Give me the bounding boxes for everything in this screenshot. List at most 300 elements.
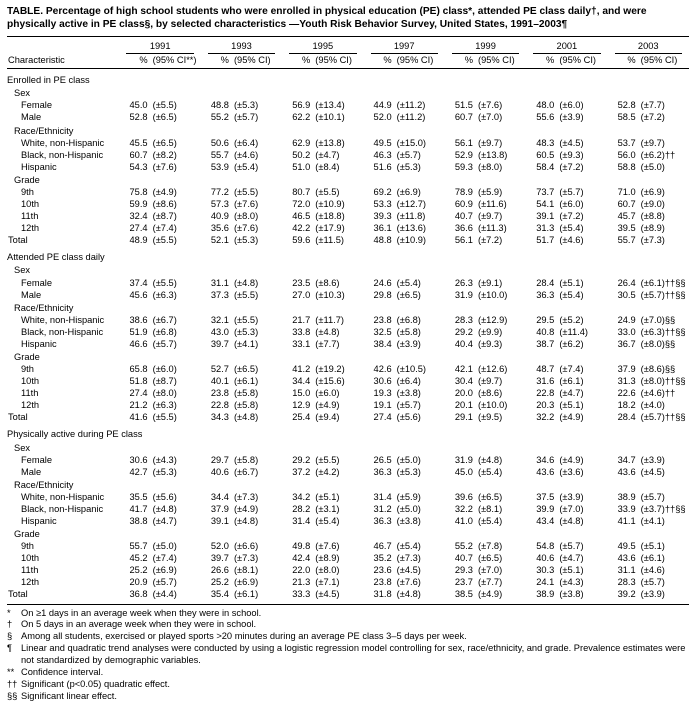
percent-value: 39.5 (617, 223, 636, 234)
row-label: Sex (14, 265, 31, 276)
percent-value: 57.3 (210, 199, 229, 210)
year-label: 1995 (289, 40, 356, 54)
row-label: Total (7, 588, 119, 604)
percent-value: 25.2 (129, 565, 148, 576)
percent-value: 36.7 (617, 338, 636, 349)
percent-value: 22.0 (292, 565, 311, 576)
percent-value: 31.2 (373, 503, 392, 514)
row-label: Attended PE class daily (7, 252, 105, 263)
percent-value: 46.7 (373, 541, 392, 552)
percent-value: 55.7 (129, 541, 148, 552)
ci-value: (±3.9) (559, 491, 584, 502)
percent-value: 37.5 (536, 491, 555, 502)
table-header (7, 37, 689, 69)
percent-value: 38.9 (617, 491, 636, 502)
percent-value: 30.6 (373, 376, 392, 387)
row-label: 10th (21, 553, 40, 564)
row-label: Grade (14, 529, 40, 540)
row-label: 12th (21, 223, 40, 234)
ci-value: (±5.9) (396, 491, 421, 502)
ci-value: (±10.9) (315, 199, 345, 210)
percent-value: 41.0 (454, 515, 473, 526)
percent-header: % (608, 54, 639, 69)
ci-value: (±5.4) (559, 223, 584, 234)
ci-value: (±5.0) (640, 161, 665, 172)
percent-value: 38.8 (129, 515, 148, 526)
row-label: 9th (21, 364, 34, 375)
ci-value: (±5.7) (559, 541, 584, 552)
percent-value: 45.6 (129, 289, 148, 300)
ci-value: (±5.8) (233, 388, 259, 399)
ci-value: (±8.0)††§§ (640, 376, 686, 387)
footnote-text: Significant (p<0.05) quadratic effect. (21, 678, 170, 689)
ci-value: (±9.0) (640, 199, 665, 210)
ci-value: (±8.8) (640, 211, 665, 222)
percent-value: 49.5 (617, 541, 636, 552)
year-label: 1993 (208, 40, 275, 54)
ci-value: (±5.1) (315, 491, 340, 502)
ci-value: (±17.9) (315, 223, 345, 234)
percent-value: 33.9 (617, 503, 636, 514)
percent-value: 23.8 (210, 388, 229, 399)
footnote (7, 667, 689, 679)
ci-value: (±7.0)§§ (640, 314, 676, 325)
data-row (7, 161, 689, 173)
percent-value: 31.9 (454, 454, 473, 465)
percent-value: 39.6 (454, 491, 473, 502)
ci-value: (±6.9) (152, 565, 177, 576)
ci-value: (±4.8) (315, 326, 340, 337)
ci-value: (±10.3) (315, 289, 345, 300)
percent-value: 23.8 (373, 577, 392, 588)
percent-value: 54.1 (536, 199, 555, 210)
row-label: Female (21, 100, 53, 111)
percent-value: 78.9 (454, 186, 473, 197)
ci-value: (±7.2) (640, 112, 665, 123)
footnote-symbol: §§ (7, 690, 18, 701)
percent-value: 43.6 (536, 466, 555, 477)
ci-value: (±4.9) (559, 412, 584, 423)
percent-value: 31.6 (536, 376, 555, 387)
percent-value: 37.9 (617, 364, 636, 375)
percent-value: 26.4 (617, 277, 636, 288)
row-label: White, non-Hispanic (21, 314, 105, 325)
percent-value: 40.8 (536, 326, 555, 337)
ci-value: (±5.7)††§§ (640, 289, 686, 300)
percent-value: 59.3 (454, 161, 473, 172)
footnotes (7, 608, 689, 703)
percent-value: 41.1 (617, 515, 636, 526)
ci-value: (±18.8) (315, 211, 345, 222)
percent-value: 59.6 (292, 235, 311, 246)
ci-value: (±4.4) (151, 588, 201, 604)
group-row (7, 350, 689, 363)
percent-value: 51.5 (454, 100, 473, 111)
percent-value: 31.1 (617, 565, 636, 576)
data-row (7, 387, 689, 399)
group-row (7, 527, 689, 540)
percent-value: 36.1 (373, 223, 392, 234)
percent-value: 34.6 (536, 454, 555, 465)
ci-value: (±5.4) (559, 289, 584, 300)
percent-value: 29.2 (454, 326, 473, 337)
row-label: Enrolled in PE class (7, 75, 90, 86)
ci-value: (±5.1) (559, 277, 584, 288)
percent-value: 30.4 (454, 376, 473, 387)
percent-value: 40.9 (210, 211, 229, 222)
percent-value: 38.4 (373, 338, 392, 349)
year-header (201, 37, 282, 55)
ci-value: (±4.7) (315, 149, 340, 160)
row-label: Hispanic (21, 338, 57, 349)
ci-value: (±7.0) (477, 112, 503, 123)
ci-value: (±8.6) (315, 277, 340, 288)
row-label: Male (21, 289, 42, 300)
ci-value: (±4.8) (395, 588, 445, 604)
row-label: 9th (21, 186, 34, 197)
year-header (445, 37, 526, 55)
ci-value: (±6.1)††§§ (640, 277, 686, 288)
percent-value: 73.7 (536, 186, 555, 197)
ci-value: (±7.7) (315, 338, 340, 349)
percent-value: 52.0 (373, 112, 392, 123)
data-row (7, 289, 689, 301)
ci-value: (±5.8) (396, 326, 421, 337)
percent-value: 27.4 (129, 223, 148, 234)
row-label: Grade (14, 174, 40, 185)
percent-value: 52.9 (454, 149, 473, 160)
ci-value: (±5.4) (477, 466, 503, 477)
percent-value: 37.2 (292, 466, 311, 477)
section-row (7, 246, 689, 263)
data-row (7, 222, 689, 234)
percent-value: 22.8 (536, 388, 555, 399)
percent-value: 59.9 (129, 199, 148, 210)
total-row (7, 588, 689, 604)
percent-value: 32.1 (210, 314, 229, 325)
ci-value: (±7.6) (315, 541, 340, 552)
data-row (7, 363, 689, 375)
ci-value: (±4.6) (233, 149, 259, 160)
percent-value: 21.7 (292, 314, 311, 325)
percent-header: % (445, 54, 476, 69)
percent-value: 42.1 (454, 364, 473, 375)
percent-value: 37.9 (210, 503, 229, 514)
percent-value: 23.7 (454, 577, 473, 588)
percent-value: 31.8 (364, 588, 395, 604)
row-label: Total (8, 235, 28, 246)
table-body (7, 69, 689, 604)
ci-value: (±11.6) (477, 199, 507, 210)
ci-value: (±4.8) (233, 277, 259, 288)
row-label: White, non-Hispanic (21, 137, 105, 148)
ci-value: (±7.3) (396, 553, 421, 564)
percent-value: 27.4 (373, 412, 392, 423)
ci-value: (±5.7) (559, 186, 584, 197)
footnote (7, 643, 689, 667)
ci-value: (±8.9) (640, 223, 665, 234)
ci-value: (±11.2) (396, 112, 426, 123)
data-row (7, 454, 689, 466)
percent-value: 38.6 (129, 314, 148, 325)
ci-value: (±9.5) (477, 412, 503, 423)
percent-value: 39.1 (210, 515, 229, 526)
percent-value: 53.7 (617, 137, 636, 148)
ci-value: (±7.8) (477, 541, 503, 552)
percent-value: 48.8 (373, 235, 392, 246)
data-row (7, 277, 689, 289)
ci-value: (±7.6) (477, 100, 503, 111)
percent-value: 38.5 (445, 588, 476, 604)
ci-value: (±3.9) (640, 454, 665, 465)
percent-value: 46.5 (292, 211, 311, 222)
ci-value: (±9.7) (640, 137, 665, 148)
percent-value: 28.4 (617, 412, 636, 423)
ci-value: (±8.4) (315, 161, 340, 172)
percent-value: 55.6 (536, 112, 555, 123)
footnote (7, 691, 689, 703)
ci-value: (±9.1) (477, 277, 503, 288)
ci-value: (±4.7) (559, 553, 584, 564)
characteristic-header: Characteristic (7, 54, 119, 69)
year-label: 1991 (126, 40, 193, 54)
percent-value: 58.4 (536, 161, 555, 172)
ci-value: (±7.4) (152, 223, 177, 234)
data-row (7, 552, 689, 564)
ci-value: (±7.7) (640, 100, 665, 111)
percent-value: 33.8 (292, 326, 311, 337)
percent-value: 45.2 (129, 553, 148, 564)
ci-value: (±8.1) (477, 503, 503, 514)
percent-value: 15.0 (292, 388, 311, 399)
group-row (7, 301, 689, 314)
row-label: Race/Ethnicity (14, 479, 74, 490)
percent-value: 48.3 (536, 137, 555, 148)
ci-value: (±7.3) (233, 553, 259, 564)
footnote (7, 619, 689, 631)
data-row (7, 540, 689, 552)
ci-value: (±6.4) (233, 137, 259, 148)
ci-value: (±5.5) (233, 186, 259, 197)
footnote-symbol: ¶ (7, 643, 12, 654)
percent-value: 28.3 (617, 577, 636, 588)
years-row (7, 37, 689, 55)
ci-value: (±5.2) (559, 314, 584, 325)
ci-value: (±7.0) (477, 565, 503, 576)
ci-value: (±4.6)†† (640, 388, 676, 399)
ci-value: (±4.7) (559, 388, 584, 399)
percent-value: 40.4 (454, 338, 473, 349)
percent-value: 24.9 (617, 314, 636, 325)
ci-value: (±5.3) (233, 235, 259, 246)
ci-value: (±5.5) (152, 100, 177, 111)
ci-value: (±5.7) (396, 400, 421, 411)
percent-value: 55.7 (210, 149, 229, 160)
ci-value: (±4.5) (396, 565, 421, 576)
percent-value: 29.1 (454, 412, 473, 423)
ci-value: (±4.6) (640, 565, 665, 576)
percent-value: 34.4 (210, 491, 229, 502)
percent-value: 38.9 (526, 588, 557, 604)
percent-value: 18.2 (617, 400, 636, 411)
percent-value: 72.0 (292, 199, 311, 210)
ci-value: (±5.0) (152, 541, 177, 552)
ci-value: (±5.1) (559, 565, 584, 576)
ci-value: (±11.7) (315, 314, 344, 325)
percent-value: 56.0 (617, 149, 636, 160)
section-row (7, 69, 689, 87)
year-label: 1997 (371, 40, 438, 54)
percent-value: 46.3 (373, 149, 392, 160)
ci-value: (±3.9) (639, 588, 689, 604)
percent-value: 31.1 (210, 277, 229, 288)
footnote-text: On ≥1 days in an average week when they were in school. (21, 607, 262, 618)
percent-value: 39.3 (373, 211, 392, 222)
percent-value: 55.2 (210, 112, 229, 123)
percent-header: % (282, 54, 313, 69)
row-label: Hispanic (21, 515, 57, 526)
percent-value: 45.7 (617, 211, 636, 222)
ci-value: (±6.4) (396, 376, 421, 387)
ci-value: (±4.7) (152, 515, 177, 526)
percent-value: 19.1 (373, 400, 392, 411)
row-label: Total (8, 412, 28, 423)
percent-value: 33.3 (282, 588, 313, 604)
data-row (7, 375, 689, 387)
percent-value: 51.7 (536, 235, 555, 246)
footnote-symbol: ** (7, 666, 15, 677)
row-label: 9th (21, 541, 34, 552)
year-header (282, 37, 363, 55)
percent-value: 60.7 (129, 149, 148, 160)
ci-value: (±4.9) (233, 503, 259, 514)
ci-value: (±5.7) (640, 577, 665, 588)
percent-value: 51.8 (129, 376, 148, 387)
row-label: Female (21, 454, 53, 465)
ci-value: (±3.8) (396, 515, 421, 526)
percent-value: 30.6 (129, 454, 148, 465)
row-label: Black, non-Hispanic (21, 149, 104, 160)
percent-header: % (364, 54, 395, 69)
row-label: Hispanic (21, 161, 57, 172)
ci-value: (±5.3) (396, 161, 421, 172)
ci-value: (±5.3) (152, 466, 177, 477)
footnote-symbol: § (7, 631, 13, 642)
ci-value: (±4.1) (233, 338, 259, 349)
percent-value: 43.6 (617, 466, 636, 477)
percent-value: 19.3 (373, 388, 392, 399)
ci-value: (±3.9) (559, 112, 584, 123)
percent-value: 52.0 (210, 541, 229, 552)
footnote (7, 608, 689, 620)
ci-value: (±6.0) (315, 388, 340, 399)
ci-value: (±12.7) (396, 199, 427, 210)
ci-value: (±6.5) (152, 112, 177, 123)
ci-value: (±11.4) (559, 326, 589, 337)
row-label: 10th (21, 376, 40, 387)
ci-value: (±4.9) (315, 400, 340, 411)
data-row (7, 137, 689, 149)
percent-value: 52.8 (129, 112, 148, 123)
percent-value: 31.4 (373, 491, 392, 502)
percent-value: 29.2 (292, 454, 311, 465)
ci-value: (±9.7) (477, 137, 503, 148)
ci-value: (±4.8) (233, 412, 259, 423)
ci-value: (±4.8) (477, 454, 503, 465)
ci-value: (±4.0) (640, 400, 665, 411)
percent-value: 28.4 (536, 277, 555, 288)
ci-header: (95% CI) (232, 54, 282, 69)
percent-value: 62.9 (292, 137, 311, 148)
ci-value: (±11.2) (396, 100, 426, 111)
row-label: 11th (21, 211, 39, 222)
ci-value: (±8.0) (477, 161, 503, 172)
percent-value: 35.6 (210, 223, 229, 234)
ci-value: (±9.3) (477, 338, 503, 349)
ci-value: (±4.3) (559, 577, 584, 588)
data-row (7, 326, 689, 338)
ci-value: (±7.2) (477, 235, 503, 246)
percent-value: 55.7 (617, 235, 636, 246)
group-row (7, 173, 689, 186)
ci-header: (95% CI) (395, 54, 445, 69)
data-row (7, 210, 689, 222)
ci-value: (±7.3) (233, 491, 259, 502)
percent-value: 43.0 (210, 326, 229, 337)
ci-value: (±5.3) (396, 466, 421, 477)
footnote-text: Significant linear effect. (21, 690, 117, 701)
percent-value: 44.9 (373, 100, 392, 111)
percent-value: 45.0 (129, 100, 148, 111)
ci-value: (±7.6) (396, 577, 421, 588)
ci-value: (±5.5) (152, 412, 177, 423)
percent-value: 12.9 (292, 400, 311, 411)
percent-value: 33.0 (617, 326, 636, 337)
ci-value: (±4.8) (233, 515, 259, 526)
percent-value: 40.6 (536, 553, 555, 564)
ci-value: (±5.5) (233, 289, 259, 300)
data-row (7, 111, 689, 123)
percent-value: 36.3 (373, 515, 392, 526)
data-row (7, 399, 689, 411)
percent-value: 53.9 (210, 161, 229, 172)
ci-value: (±6.5) (477, 553, 503, 564)
percent-value: 65.8 (129, 364, 148, 375)
row-label: Physically active during PE class (7, 429, 143, 440)
ci-value: (±7.2) (559, 161, 584, 172)
ci-value: (±6.1) (232, 588, 282, 604)
ci-value: (±3.8) (396, 388, 421, 399)
percent-value: 45.0 (454, 466, 473, 477)
ci-value: (±3.8) (557, 588, 607, 604)
footnote (7, 631, 689, 643)
ci-value: (±5.1) (640, 541, 665, 552)
ci-value: (±4.9) (152, 186, 177, 197)
ci-value: (±7.6) (233, 199, 259, 210)
percent-value: 48.8 (210, 100, 229, 111)
data-row (7, 466, 689, 478)
percent-value: 35.4 (201, 588, 232, 604)
percent-value: 39.2 (608, 588, 639, 604)
ci-value: (±9.7) (477, 376, 503, 387)
percent-value: 56.9 (292, 100, 311, 111)
percent-value: 80.7 (292, 186, 311, 197)
ci-value: (±5.3) (233, 326, 259, 337)
row-label: Male (21, 112, 42, 123)
percent-value: 49.5 (373, 137, 392, 148)
percent-value: 34.7 (617, 454, 636, 465)
ci-value: (±10.5) (396, 364, 427, 375)
